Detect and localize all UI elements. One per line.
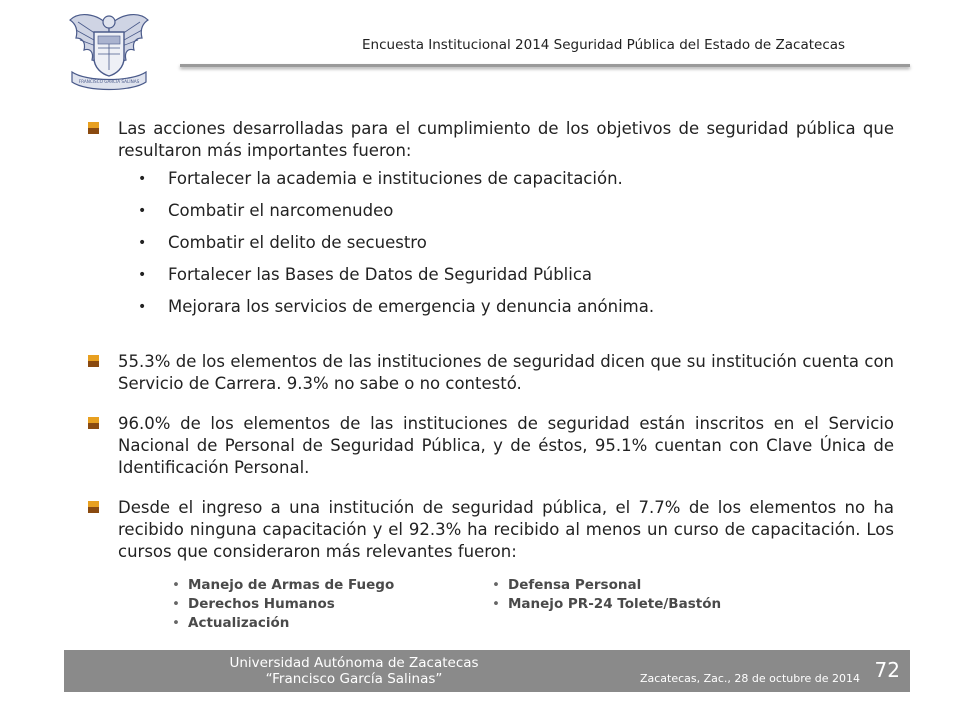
paragraph-registro-nacional-text: 96.0% de los elementos de las instituciones de seguridad están inscritos en el Servicio Nacional de Personal de Seguridad Pública, y de éstos, 95.1% cuentan con Clave Única de Identificación Personal.	[118, 414, 894, 477]
paragraph-capacitacion-text: Desde el ingreso a una institución de seguridad pública, el 7.7% de los elementos no ha recibido ninguna capacitación y el 92.3% ha recibido al menos un curso de capacitación. Los cursos que consideraron más relevantes fueron:	[118, 498, 894, 561]
paragraph-actions	[118, 118, 894, 326]
presentation-title: Encuesta Institucional 2014 Seguridad Pública del Estado de Zacatecas	[362, 37, 846, 53]
list-item: • Combatir el narcomenudeo	[138, 198, 894, 230]
logo-banner-text: FRANCISCO GARCÍA SALINAS	[78, 79, 140, 84]
header-divider	[180, 64, 910, 67]
list-item: • Fortalecer la academia e instituciones de capacitación.	[138, 166, 894, 198]
footer-university-motto: “Francisco García Salinas”	[265, 671, 443, 687]
list-item: • Fortalecer las Bases de Datos de Seguridad Pública	[138, 262, 894, 294]
list-item: • Combatir el delito de secuestro	[138, 230, 894, 262]
paragraph-actions-text: Las acciones desarrolladas para el cumplimiento de los objetivos de seguridad pública que resultaron más importantes fueron:	[118, 119, 894, 160]
list-item: • Defensa Personal	[488, 576, 721, 595]
courses-list-left	[168, 576, 394, 633]
footer-date: Zacatecas, Zac., 28 de octubre de 2014	[639, 672, 860, 685]
list-item: • Manejo PR-24 Tolete/Bastón	[488, 595, 721, 614]
footer-bar	[64, 650, 910, 692]
paragraph-servicio-carrera-text: 55.3% de los elementos de las instituciones de seguridad dicen que su institución cuenta con Servicio de Carrera. 9.3% no sabe o no contestó.	[118, 352, 894, 393]
paragraph-capacitacion	[118, 497, 894, 563]
paragraph-servicio-carrera	[118, 351, 894, 395]
paragraph-registro-nacional	[118, 413, 894, 479]
bullet-icon	[88, 355, 99, 367]
bullet-icon	[88, 122, 99, 134]
list-item: • Mejorara los servicios de emergencia y denuncia anónima.	[138, 294, 894, 326]
list-item: • Actualización	[168, 614, 394, 633]
footer-university	[64, 655, 644, 687]
bullet-icon	[88, 417, 99, 429]
actions-list	[118, 166, 894, 326]
list-item: • Derechos Humanos	[168, 595, 394, 614]
courses-list-right	[488, 576, 721, 614]
bullet-icon	[88, 501, 99, 513]
university-seal-logo	[66, 8, 152, 94]
footer-university-name: Universidad Autónoma de Zacatecas	[229, 655, 479, 671]
list-item: • Manejo de Armas de Fuego	[168, 576, 394, 595]
page-number: 72	[874, 658, 900, 682]
